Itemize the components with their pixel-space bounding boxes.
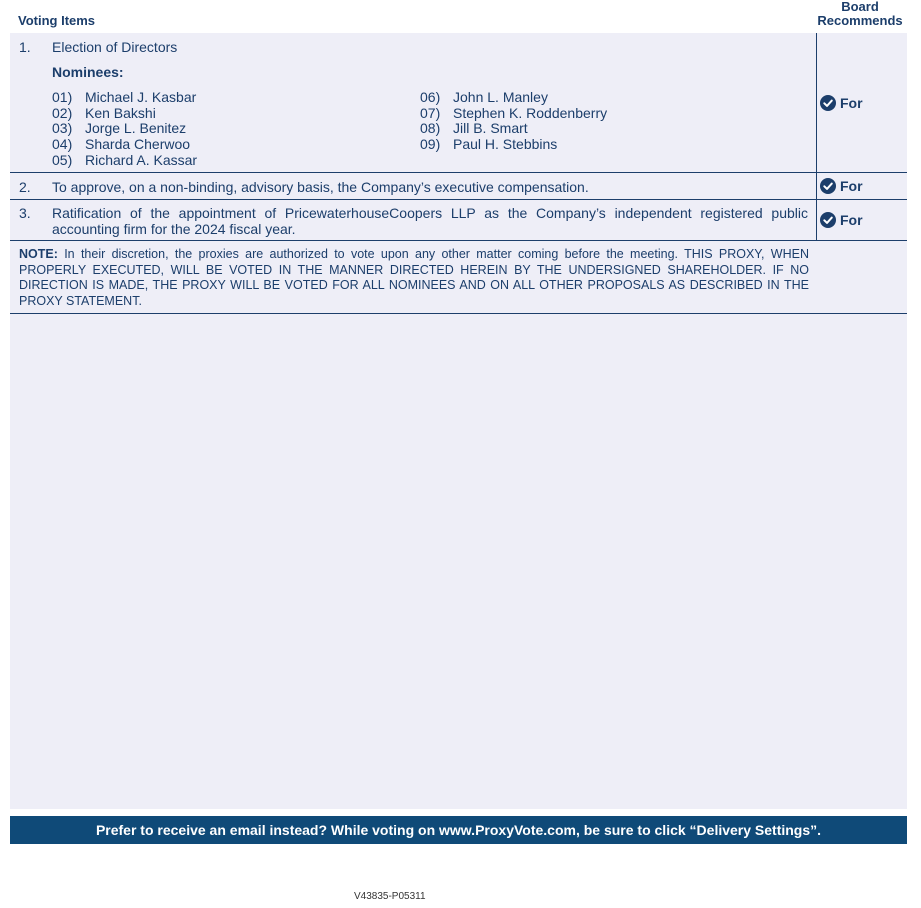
nominee-name: John L. Manley (453, 89, 548, 105)
nominee-row (52, 121, 197, 137)
nominee-name: Michael J. Kasbar (85, 89, 197, 105)
nominee-row (420, 121, 607, 137)
recommendation-label: For (840, 178, 863, 194)
nominee-name: Jill B. Smart (453, 120, 528, 137)
check-circle-icon (820, 95, 836, 111)
nominee-row (52, 106, 197, 122)
item-2-text: To approve, on a non-binding, advisory basis, the Company’s executive compensation. (52, 179, 589, 195)
row-divider-2 (10, 199, 907, 200)
board-recommends-header (812, 0, 908, 28)
document-code: V43835-P05311 (354, 891, 426, 902)
check-circle-icon (820, 212, 836, 228)
nominees-left-column (52, 90, 197, 169)
note-label: NOTE: (19, 247, 58, 261)
nominee-name: Jorge L. Benitez (85, 120, 187, 137)
nominee-row (52, 137, 197, 153)
nominees-right-column (420, 90, 607, 153)
nominee-row (420, 90, 607, 106)
nominee-number: 01) (52, 89, 73, 105)
nominee-number: 07) (420, 104, 441, 121)
nominees-label: Nominees: (52, 64, 124, 80)
item-3-recommendation (820, 212, 863, 228)
item-3-number: 3. (19, 205, 31, 221)
nominee-row (420, 137, 607, 153)
proxy-note (19, 247, 809, 309)
board-header-line1: Board (841, 0, 879, 14)
nominee-number: 08) (420, 120, 441, 137)
nominee-name: Sharda Cherwoo (85, 136, 191, 153)
item-1-text: Election of Directors (52, 39, 178, 55)
check-circle-icon (820, 178, 836, 194)
nominee-number: 05) (52, 151, 73, 168)
nominee-number: 09) (420, 136, 441, 153)
row-divider-4 (10, 313, 907, 314)
nominee-row (52, 90, 197, 106)
row-divider-3 (10, 240, 907, 241)
nominee-number: 03) (52, 120, 73, 137)
nominee-row (420, 106, 607, 122)
nominee-name: Stephen K. Roddenberry (453, 104, 608, 121)
column-divider (816, 33, 817, 240)
note-text: In their discretion, the proxies are authorized to vote upon any other matter coming before the meeting. THIS PROXY, WHEN PROPERLY EXECUTED, WILL BE VOTED IN THE MANNER DIRECTED HEREIN BY THE UNDERSIGNED SHAREHOLDER. IF NO DIRECTION IS MADE, THE PROXY WILL BE VOTED FOR ALL NOMINEES AND ON ALL OTHER PROPOSALS AS DESCRIBED IN THE PROXY STATEMENT. (19, 247, 809, 308)
item-1-recommendation (820, 95, 863, 111)
nominee-name: Ken Bakshi (85, 104, 156, 121)
nominee-number: 04) (52, 136, 73, 153)
voting-items-header: Voting Items (18, 13, 96, 28)
item-3-text: Ratification of the appointment of PricewaterhouseCoopers LLP as the Company’s independent registered public accounting firm for the 2024 fiscal year. (52, 205, 808, 237)
recommendation-label: For (840, 95, 863, 111)
item-2-recommendation (820, 178, 863, 194)
nominee-number: 02) (52, 104, 73, 121)
nominee-name: Richard A. Kassar (85, 151, 198, 168)
nominee-row (52, 153, 197, 169)
nominee-number: 06) (420, 89, 441, 105)
item-2-number: 2. (19, 179, 31, 195)
recommendation-label: For (840, 212, 863, 228)
board-header-line2: Recommends (817, 13, 903, 28)
row-divider-1 (10, 172, 907, 173)
email-delivery-banner: Prefer to receive an email instead? While voting on www.ProxyVote.com, be sure to click “Delivery Settings”. (10, 816, 907, 844)
item-1-number: 1. (19, 39, 31, 55)
nominee-name: Paul H. Stebbins (453, 136, 558, 153)
